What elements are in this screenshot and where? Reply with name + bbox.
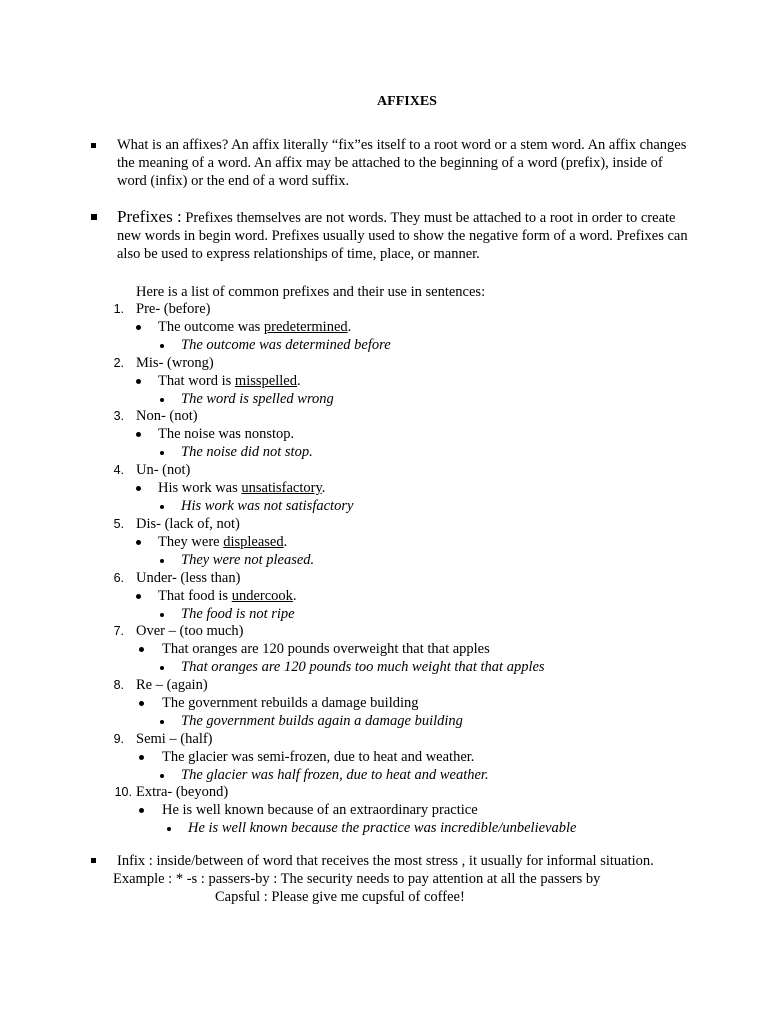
infix-example-line2: Capsful : Please give me cupsful of coffee! <box>215 889 465 905</box>
list-number: 4. <box>113 463 124 477</box>
prefix-heading: Mis- (wrong) <box>136 355 214 371</box>
list-number: 6. <box>113 571 124 585</box>
prefix-meaning: The word is spelled wrong <box>181 391 334 407</box>
prefix-heading: Extra- (beyond) <box>136 784 229 800</box>
prefixes-paragraph <box>117 208 692 263</box>
example-prefixed-word: misspelled <box>234 373 297 389</box>
prefix-example <box>162 694 419 712</box>
bullet-icon <box>136 379 141 384</box>
bullet-icon <box>167 827 171 831</box>
example-text: The government rebuilds a damage building <box>162 695 419 711</box>
prefix-meaning: That oranges are 120 pounds too much weight that that apples <box>181 659 545 675</box>
bullet-icon <box>139 701 144 706</box>
prefix-example <box>158 479 325 497</box>
prefix-heading: Dis- (lack of, not) <box>136 516 240 532</box>
example-text: The outcome was <box>158 319 264 335</box>
bullet-icon <box>160 398 164 402</box>
bullet-icon <box>160 559 164 563</box>
prefix-meaning: The government builds again a damage building <box>181 713 463 729</box>
square-bullet-icon <box>91 214 97 220</box>
intro-paragraph: What is an affixes? An affix literally “fix”es itself to a root word or a stem word. An affix changes the meaning of a word. An affix may be attached to the beginning of a word (prefix), inside of word (infix) or the end of a word suffix. <box>117 137 687 189</box>
example-text: He is well known because of an extraordinary practice <box>162 802 478 818</box>
prefix-heading: Over – (too much) <box>136 623 244 639</box>
example-punctuation: . <box>321 480 326 496</box>
example-prefixed-word: unsatisfactory <box>241 480 322 496</box>
example-prefixed-word: displeased <box>223 534 284 550</box>
prefix-meaning: The noise did not stop. <box>181 444 313 460</box>
example-text: The glacier was semi-frozen, due to heat and weather. <box>162 749 475 765</box>
infix-example-line1: Example : * -s : passers-by : The security needs to pay attention at all the passers by <box>113 871 601 887</box>
prefix-example <box>158 533 287 551</box>
bullet-icon <box>160 344 164 348</box>
example-text: That food is <box>158 588 232 604</box>
example-punctuation: . <box>283 534 288 550</box>
prefix-example <box>162 801 478 819</box>
bullet-icon <box>136 486 141 491</box>
prefix-example <box>162 640 490 658</box>
list-number: 8. <box>113 678 124 692</box>
bullet-icon <box>136 540 141 545</box>
example-text: His work was <box>158 480 242 496</box>
example-text: That oranges are 120 pounds overweight that that apples <box>162 641 490 657</box>
list-number: 2. <box>113 356 124 370</box>
bullet-icon <box>160 666 164 670</box>
example-punctuation: . <box>347 319 352 335</box>
bullet-icon <box>160 720 164 724</box>
prefix-meaning: His work was not satisfactory <box>181 498 354 514</box>
prefix-meaning: The glacier was half frozen, due to heat and weather. <box>181 767 489 783</box>
list-number: 5. <box>113 517 124 531</box>
list-number: 1. <box>113 302 124 316</box>
prefix-example <box>158 587 297 605</box>
prefix-heading: Non- (not) <box>136 408 198 424</box>
example-text: They were <box>158 534 224 550</box>
square-bullet-icon <box>91 143 96 148</box>
list-number: 3. <box>113 409 124 423</box>
example-text: That word is <box>158 373 235 389</box>
example-punctuation: . <box>292 588 297 604</box>
prefix-heading: Re – (again) <box>136 677 208 693</box>
example-text: The noise was nonstop. <box>158 426 295 442</box>
prefix-heading: Un- (not) <box>136 462 191 478</box>
prefix-example <box>158 318 351 336</box>
list-number: 9. <box>113 732 124 746</box>
bullet-icon <box>139 808 144 813</box>
example-prefixed-word: predetermined <box>263 319 348 335</box>
prefix-meaning: He is well known because the practice was incredible/unbelievable <box>188 820 577 836</box>
bullet-icon <box>139 755 144 760</box>
list-number: 7. <box>113 624 124 638</box>
prefix-meaning: They were not pleased. <box>181 552 315 568</box>
prefix-heading: Pre- (before) <box>136 301 211 317</box>
list-intro: Here is a list of common prefixes and their use in sentences: <box>136 284 486 300</box>
prefix-example <box>158 372 301 390</box>
list-number: 10. <box>114 785 132 799</box>
bullet-icon <box>136 432 141 437</box>
prefix-meaning: The outcome was determined before <box>181 337 391 353</box>
example-punctuation: . <box>296 373 301 389</box>
bullet-icon <box>136 325 141 330</box>
bullet-icon <box>160 505 164 509</box>
prefixes-text: Prefixes themselves are not words. They must be attached to a root in order to create new words in begin word. Prefixes usually used to show the negative form of a word. Prefixes can also be used to express relationships of time, place, or manner. <box>117 210 688 262</box>
bullet-icon <box>160 613 164 617</box>
example-prefixed-word: undercook <box>231 588 293 604</box>
prefix-example <box>158 425 294 443</box>
prefix-heading: Semi – (half) <box>136 731 213 747</box>
bullet-icon <box>139 647 144 652</box>
prefixes-label: Prefixes : <box>117 207 182 226</box>
bullet-icon <box>160 451 164 455</box>
square-bullet-icon <box>91 858 96 863</box>
page-title: AFFIXES <box>377 94 437 109</box>
prefix-heading: Under- (less than) <box>136 570 241 586</box>
prefix-meaning: The food is not ripe <box>181 606 295 622</box>
bullet-icon <box>136 594 141 599</box>
prefix-example <box>162 748 474 766</box>
infix-definition: Infix : inside/between of word that receives the most stress , it usually for informal situation. <box>117 853 654 869</box>
bullet-icon <box>160 774 164 778</box>
